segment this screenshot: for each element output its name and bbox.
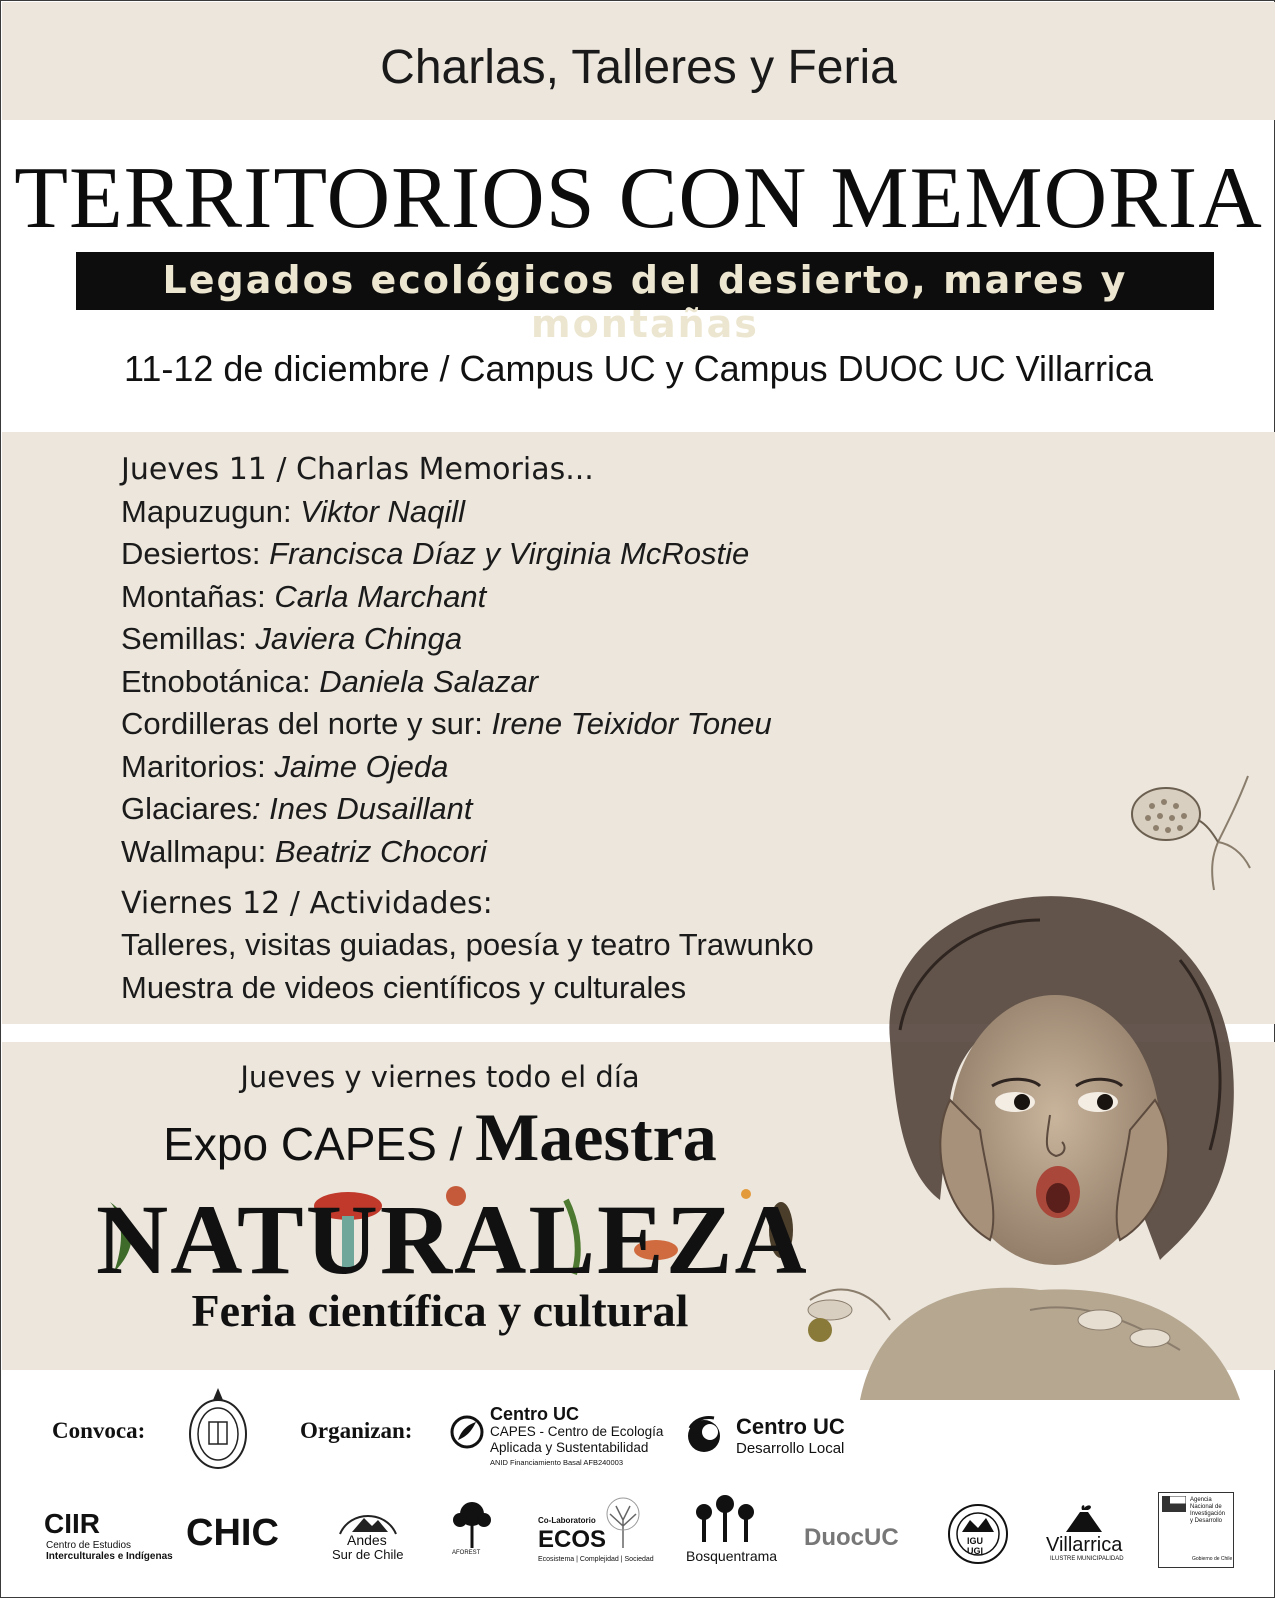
naturaleza-word: NATURALEZA <box>96 1184 809 1295</box>
talk-item <box>121 621 462 657</box>
talk-item <box>121 749 448 785</box>
talk-topic: Wallmapu: <box>121 834 275 869</box>
ciir-line2: Interculturales e Indígenas <box>46 1551 173 1562</box>
capes-line1: CAPES - Centro de Ecología <box>490 1424 664 1439</box>
talk-topic: Cordilleras del norte y sur: <box>121 706 492 741</box>
bosquentrama-trees-icon <box>692 1494 758 1544</box>
aforest-text: AFOREST <box>452 1550 481 1556</box>
talk-item <box>121 791 473 827</box>
capes-line2: Aplicada y Sustentabilidad <box>490 1440 649 1455</box>
gob-text: Gobierno de Chile <box>1192 1556 1233 1562</box>
desarrollo-name: Centro UC <box>736 1414 845 1439</box>
andes-line2: Sur de Chile <box>332 1547 404 1562</box>
talk-item <box>121 706 772 742</box>
aforest-tree-icon <box>450 1500 494 1550</box>
capes-logo-icon <box>450 1414 484 1450</box>
talk-topic: Semillas: <box>121 621 256 656</box>
top-title: Charlas, Talleres y Feria <box>380 41 897 94</box>
anid-line1: Agencia <box>1190 1497 1212 1503</box>
talk-speaker: Daniela Salazar <box>319 664 539 699</box>
igu-seal-icon <box>946 1502 1010 1566</box>
uc-seal-icon <box>185 1386 251 1472</box>
villarrica-volcano-icon <box>1064 1502 1104 1534</box>
expo-capes: Expo CAPES / <box>163 1118 476 1170</box>
capes-name: Centro UC <box>490 1404 579 1424</box>
friday-heading: Viernes 12 / Actividades: <box>121 886 493 921</box>
convoca-label: Convoca: <box>52 1418 146 1443</box>
anid-line2: Nacional de <box>1190 1504 1222 1510</box>
villarrica-logo: Villarrica <box>1046 1534 1123 1556</box>
subtitle: Legados ecológicos del desierto, mares y montañas <box>162 258 1128 346</box>
duoc-logo: DuocUC <box>804 1524 899 1551</box>
girl-illustration <box>800 880 1270 1400</box>
fair-when: Jueves y viernes todo el día <box>240 1060 640 1094</box>
main-title: TERRITORIOS CON MEMORIA <box>14 150 1263 247</box>
igu-line2: UGI <box>967 1546 984 1556</box>
talk-item <box>121 536 749 572</box>
talk-topic: Montañas: <box>121 579 275 614</box>
maestra-word: Maestra <box>475 1099 717 1175</box>
bosquentrama-logo: Bosquentrama <box>686 1548 778 1564</box>
talk-topic: Mapuzugun: <box>121 494 301 529</box>
talk-topic: Desiertos: <box>121 536 270 571</box>
villarrica-sub: ILUSTRE MUNICIPALIDAD <box>1050 1556 1124 1562</box>
talk-speaker: Beatriz Chocori <box>274 834 487 869</box>
anid-line3: Investigación <box>1190 1511 1226 1517</box>
anid-line4: y Desarrollo <box>1190 1518 1223 1524</box>
talk-speaker: Irene Teixidor Toneu <box>491 706 772 741</box>
igu-line1: IGU <box>967 1536 984 1546</box>
talk-item <box>121 494 465 530</box>
organizan-label: Organizan: <box>300 1418 413 1443</box>
talk-speaker: Jaime Ojeda <box>274 749 449 784</box>
talk-speaker: Carla Marchant <box>274 579 487 614</box>
activity-item: Talleres, visitas guiadas, poesía y teatro Trawunko <box>121 927 814 962</box>
capes-line3: ANID Financiamiento Basal AFB240003 <box>490 1458 623 1467</box>
talk-speaker: Viktor Naqill <box>300 494 466 529</box>
feria-subtitle: Feria científica y cultural <box>191 1285 689 1336</box>
talk-item <box>121 664 538 700</box>
dateline: 11-12 de diciembre / Campus UC y Campus DUOC UC Villarrica <box>124 348 1153 389</box>
ecos-top: Co-Laboratorio <box>538 1516 596 1525</box>
talk-speaker: Francisca Díaz y Virginia McRostie <box>269 536 750 571</box>
ecos-sub: Ecosistema | Complejidad | Sociedad <box>538 1556 654 1563</box>
anid-flag-icon <box>1162 1496 1186 1512</box>
andes-line1: Andes <box>347 1532 387 1548</box>
ciir-logo: CIIR <box>44 1508 100 1539</box>
desarrollo-line1: Desarrollo Local <box>736 1440 845 1457</box>
talk-item <box>121 579 486 615</box>
expo-line <box>0 1098 880 1177</box>
talk-topic: Etnobotánica: <box>121 664 320 699</box>
talk-topic: Glaciares <box>121 791 252 826</box>
talk-speaker: Javiera Chinga <box>255 621 463 656</box>
ciir-line1: Centro de Estudios <box>46 1540 132 1551</box>
ecos-logo: ECOS <box>538 1526 607 1553</box>
activity-item: Muestra de videos científicos y culturales <box>121 970 687 1005</box>
talk-item <box>121 834 487 870</box>
talk-speaker: : Ines Dusaillant <box>251 791 473 826</box>
chic-logo: CHIC <box>186 1512 279 1554</box>
thursday-heading: Jueves 11 / Charlas Memorias... <box>121 452 594 487</box>
desarrollo-local-logo-icon <box>684 1414 730 1454</box>
talk-topic: Maritorios: <box>121 749 275 784</box>
